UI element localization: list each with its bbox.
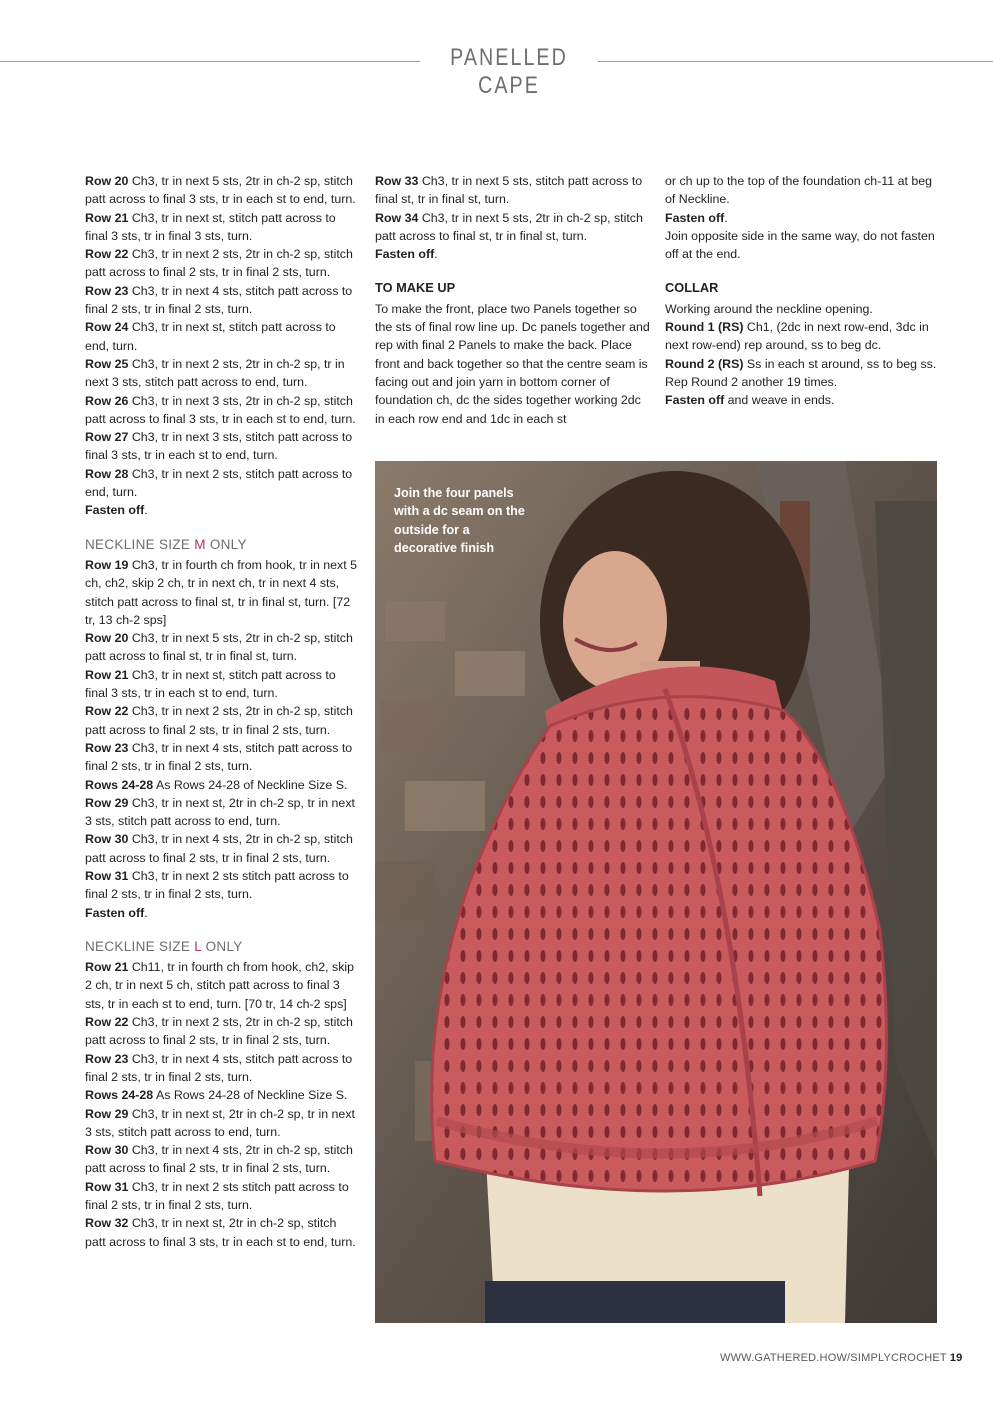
size-label: M — [194, 536, 206, 552]
column-3 — [665, 172, 940, 410]
continued-text: or ch up to the top of the foundation ch-11 at beg of Neckline. — [665, 174, 933, 207]
final-label: Fasten off — [665, 393, 725, 408]
repeat-text: Rep Round 2 another 19 times. — [665, 374, 838, 389]
instruction-row — [85, 739, 360, 776]
row-label: Row 27 — [85, 430, 129, 445]
round-1-label: Round 1 (RS) — [665, 320, 744, 335]
row-text: . — [144, 905, 148, 920]
row-text: As Rows 24-28 of Neckline Size S. — [153, 1088, 348, 1103]
row-label: Row 29 — [85, 1106, 129, 1121]
row-text: Ch3, tr in next 2 sts, 2tr in ch-2 sp, stitch patt across to final 2 sts, tr in final 2 sts, turn. — [85, 704, 353, 737]
row-text: Ch3, tr in next 2 sts stitch patt across to final 2 sts, tr in final 2 sts, turn. — [85, 1179, 349, 1213]
collar-intro: Working around the neckline opening. — [665, 301, 873, 316]
row-text: Ch3, tr in next 3 sts, 2tr in ch-2 sp, stitch patt across to final 3 sts, tr in each st to end, turn. — [85, 393, 356, 426]
instruction-row — [85, 245, 360, 282]
header-rule-left — [0, 61, 420, 62]
instruction-row — [85, 172, 360, 209]
fasten-off-label: Fasten off — [665, 210, 725, 225]
row-text: Ch3, tr in next 4 sts, stitch patt across to final 2 sts, tr in final 2 sts, turn. — [85, 283, 353, 317]
instruction-row — [85, 830, 360, 867]
row-text: Ch11, tr in fourth ch from hook, ch2, skip 2 ch, tr in next 5 ch, stitch patt across to final 3 sts, tr in each st to end, turn. [70 tr, 14 ch-2 sps] — [85, 960, 355, 1011]
final-text: and weave in ends. — [724, 393, 835, 408]
size-label: L — [194, 938, 202, 954]
row-text: . — [144, 503, 148, 518]
instruction-row — [85, 318, 360, 355]
row-text: Ch3, tr in next 2 sts stitch patt across to final 2 sts, tr in final 2 sts, turn. — [85, 868, 349, 902]
heading-prefix: NECKLINE SIZE — [85, 938, 195, 954]
instruction-row — [85, 1141, 360, 1178]
row-label: Fasten off — [85, 905, 145, 920]
instruction-row — [85, 776, 360, 794]
row-text: Ch3, tr in next 5 sts, 2tr in ch-2 sp, stitch patt across to final st, tr in final st, turn. — [375, 210, 643, 243]
instruction-row — [85, 1086, 360, 1104]
row-text: Ch3, tr in next st, 2tr in ch-2 sp, stitch patt across to final 3 sts, tr in each st to end, turn. — [85, 1216, 356, 1249]
row-text: Ch3, tr in next 2 sts, stitch patt across to end, turn. — [85, 466, 353, 500]
join-text: Join opposite side in the same way, do not fasten off at the end. — [665, 228, 935, 262]
row-text: Ch3, tr in next 5 sts, stitch patt across to final st, tr in final st, turn. — [375, 174, 643, 207]
instruction-row — [85, 1214, 360, 1251]
instruction-row — [85, 282, 360, 319]
instruction-row — [85, 1105, 360, 1142]
row-label: Row 30 — [85, 1143, 129, 1158]
instruction-row — [85, 794, 360, 831]
round-2-text: Ss in each st around, ss to beg ss. — [743, 356, 937, 371]
row-label: Row 28 — [85, 466, 129, 481]
neckline-m-heading — [85, 536, 360, 554]
heading-prefix: NECKLINE SIZE — [85, 536, 195, 552]
row-label: Row 21 — [85, 667, 129, 682]
row-label: Row 21 — [85, 960, 129, 975]
row-label: Row 20 — [85, 631, 129, 646]
round-1 — [665, 318, 940, 355]
row-text: . — [434, 247, 438, 262]
row-label: Row 24 — [85, 320, 129, 335]
instruction-row — [85, 1178, 360, 1215]
row-label: Row 20 — [85, 174, 129, 188]
row-label: Row 31 — [85, 868, 129, 883]
fasten-off-line — [665, 209, 940, 227]
row-text: Ch3, tr in next 5 sts, 2tr in ch-2 sp, stitch patt across to final 3 sts, tr in each st to end, turn. — [85, 174, 356, 207]
row-text: Ch3, tr in next st, 2tr in ch-2 sp, tr in next 3 sts, stitch patt across to end, turn. — [85, 1106, 355, 1139]
page-number: 19 — [949, 1352, 963, 1364]
make-up-text: To make the front, place two Panels together so the sts of final row line up. Dc panels together and rep with final 2 Panels to make the back. Place front and back together so that the centre seam is facing out and join yarn in bottom corner of foundation ch, dc the sides together working 2dc in each row end and 1dc in each st — [375, 301, 650, 426]
instructions-list — [375, 172, 650, 263]
photo-illustration — [375, 461, 937, 1323]
instruction-row — [85, 465, 360, 502]
round-1-text: Ch1, (2dc in next row-end, 3dc in next row-end) rep around, ss to beg dc. — [665, 320, 929, 353]
row-text: Ch3, tr in next st, stitch patt across to final 3 sts, tr in each st to end, turn. — [85, 667, 336, 701]
round-2 — [665, 355, 940, 373]
final-line — [665, 391, 940, 409]
instruction-row — [375, 209, 650, 246]
make-up-heading: TO MAKE UP — [375, 280, 456, 296]
row-text: As Rows 24-28 of Neckline Size S. — [153, 777, 348, 792]
row-label: Rows 24-28 — [85, 777, 154, 792]
cape-photo — [375, 461, 937, 1323]
neckline-l-heading — [85, 938, 360, 956]
row-label: Row 22 — [85, 1015, 129, 1030]
row-label: Fasten off — [375, 247, 435, 262]
instruction-row — [85, 666, 360, 703]
row-text: Ch3, tr in fourth ch from hook, tr in next 5 ch, ch2, skip 2 ch, tr in next ch, tr in next 4 sts, stitch patt across to final st, tr in final st, turn. [72 tr, 13 ch-2 sps] — [85, 557, 358, 627]
row-label: Row 26 — [85, 393, 129, 408]
collar-heading: COLLAR — [665, 280, 719, 296]
instruction-row — [85, 958, 360, 1013]
instruction-row — [85, 556, 360, 629]
row-text: Ch3, tr in next st, stitch patt across to final 3 sts, tr in final 3 sts, turn. — [85, 210, 336, 243]
heading-suffix: ONLY — [201, 938, 243, 954]
round-2-label: Round 2 (RS) — [665, 356, 744, 371]
row-text: Ch3, tr in next 2 sts, 2tr in ch-2 sp, tr in next 3 sts, stitch patt across to end, turn. — [85, 356, 345, 390]
instruction-row — [85, 501, 360, 519]
row-label: Row 22 — [85, 247, 129, 262]
fasten-off-dot: . — [724, 210, 728, 225]
row-label: Fasten off — [85, 503, 145, 518]
row-text: Ch3, tr in next 4 sts, stitch patt across to final 2 sts, tr in final 2 sts, turn. — [85, 1051, 353, 1084]
row-text: Ch3, tr in next 5 sts, 2tr in ch-2 sp, stitch patt across to final st, tr in final st, turn. — [85, 631, 353, 664]
instruction-row — [85, 355, 360, 392]
instruction-row — [85, 209, 360, 246]
row-label: Row 30 — [85, 832, 129, 847]
instruction-row — [375, 245, 650, 263]
row-label: Row 22 — [85, 704, 129, 719]
row-text: Ch3, tr in next 4 sts, 2tr in ch-2 sp, stitch patt across to final 2 sts, tr in final 2 sts, turn. — [85, 832, 353, 865]
row-text: Ch3, tr in next 4 sts, stitch patt across to final 2 sts, tr in final 2 sts, turn. — [85, 740, 353, 774]
row-text: Ch3, tr in next st, 2tr in ch-2 sp, tr in next 3 sts, stitch patt across to end, turn. — [85, 795, 355, 829]
row-text: Ch3, tr in next 2 sts, 2tr in ch-2 sp, stitch patt across to final 2 sts, tr in final 2 sts, turn. — [85, 247, 353, 280]
column-2 — [375, 172, 650, 428]
row-label: Row 34 — [375, 210, 419, 225]
row-label: Row 32 — [85, 1216, 129, 1231]
header-rule-right — [598, 61, 993, 62]
row-label: Row 21 — [85, 210, 129, 225]
row-text: Ch3, tr in next 3 sts, stitch patt across to final 3 sts, tr in each st to end, turn. — [85, 430, 353, 463]
row-label: Row 23 — [85, 283, 129, 298]
instruction-row — [85, 1013, 360, 1050]
heading-suffix: ONLY — [205, 536, 247, 552]
row-label: Row 33 — [375, 174, 419, 188]
row-label: Row 23 — [85, 1051, 129, 1066]
footer — [720, 1352, 963, 1364]
instruction-row — [85, 629, 360, 666]
row-text: Ch3, tr in next st, stitch patt across to end, turn. — [85, 320, 336, 353]
instruction-row — [85, 702, 360, 739]
instructions-list — [85, 172, 360, 520]
page-title: PANELLED CAPE — [450, 44, 568, 99]
instruction-row — [85, 428, 360, 465]
row-label: Rows 24-28 — [85, 1088, 154, 1103]
row-text: Ch3, tr in next 2 sts, 2tr in ch-2 sp, stitch patt across to final 2 sts, tr in final 2 sts, turn. — [85, 1015, 353, 1048]
row-label: Row 29 — [85, 795, 129, 810]
row-text: Ch3, tr in next 4 sts, 2tr in ch-2 sp, stitch patt across to final 2 sts, tr in final 2 sts, turn. — [85, 1143, 353, 1176]
row-label: Row 31 — [85, 1179, 129, 1194]
instructions-list — [85, 556, 360, 922]
column-1 — [85, 172, 360, 1251]
row-label: Row 19 — [85, 557, 129, 572]
footer-url: WWW.GATHERED.HOW/SIMPLYCROCHET — [720, 1352, 947, 1364]
instruction-row — [85, 392, 360, 429]
row-label: Row 25 — [85, 356, 129, 371]
instructions-list — [85, 958, 360, 1251]
photo-caption: Join the four panels with a dc seam on the outside for a decorative finish — [394, 486, 525, 555]
instruction-row — [85, 1050, 360, 1087]
row-label: Row 23 — [85, 740, 129, 755]
instruction-row — [85, 904, 360, 922]
instruction-row — [375, 172, 650, 209]
instruction-row — [85, 867, 360, 904]
